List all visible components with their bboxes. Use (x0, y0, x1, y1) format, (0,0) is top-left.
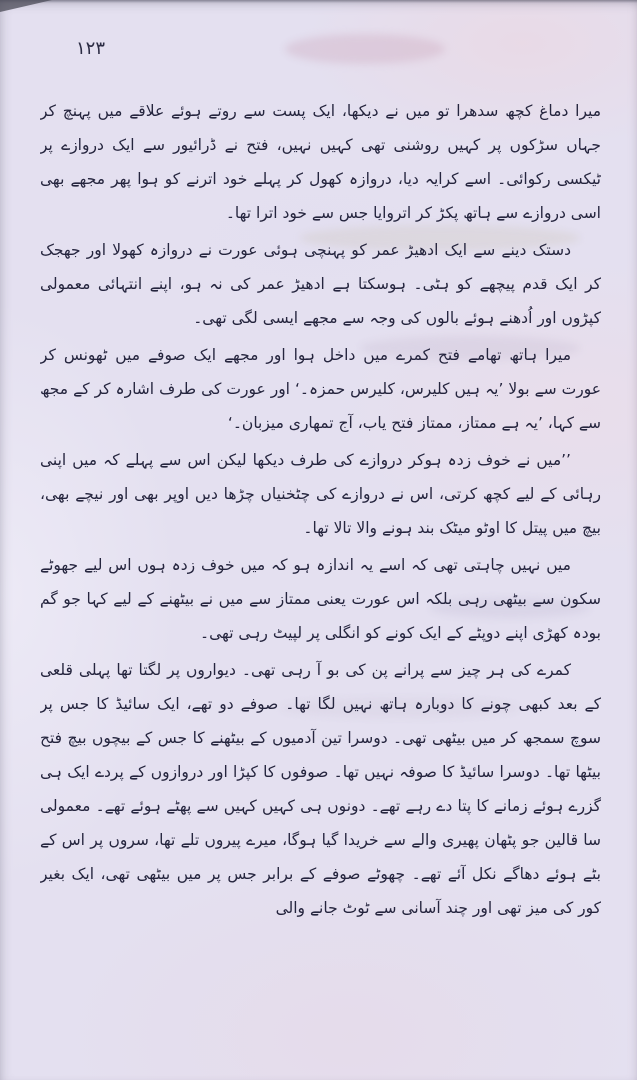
paragraph-1: میرا دماغ کچھ سدھرا تو میں نے دیکھا، ایک پست سے روتے ہوئے علاقے میں پہنچ کر جہاں سڑکوں پر کہیں روشنی تھی کہیں نہیں، فتح نے ڈرائیور سے ایک دروازے پر ٹیکسی رکوائی۔ اسے کرایہ دیا، دروازہ کھول کر پہلے خود اترنے کو ہوا پھر مجھے بھی اسی دروازے سے ہاتھ پکڑ کر اتروایا جس سے خود اترا تھا۔ (40, 102, 601, 222)
bleedthrough-smudge (285, 34, 445, 64)
page-number: ۱۲۳ (76, 38, 106, 59)
body-text (40, 94, 601, 1080)
paragraph-6: کمرے کی ہر چیز سے پرانے پن کی بو آ رہی تھی۔ دیواروں پر لگتا تھا پہلی قلعی کے بعد کبھی چونے کا دوبارہ ہاتھ نہیں لگا تھا۔ صوفے دو تھے، ایک سائیڈ کا جس پر سوچ سمجھ کر میں بیٹھی تھی۔ دوسرا تین آدمیوں کے بیٹھنے کا جس کے بیچوں بیچ فتح بیٹھا تھا۔ دوسرا سائیڈ کا صوفہ نہیں تھا۔ صوفوں کا کپڑا اور دروازوں کے پردے ایک ہی گزرے ہوئے زمانے کا پتا دے رہے تھے۔ دونوں ہی کہیں کہیں سے پھٹے ہوئے تھے۔ معمولی سا قالین جو پٹھان پھیری والے سے خریدا گیا ہوگا، میرے پیروں تلے تھا، سروں پر اس کے بٹے ہوئے دھاگے نکل آئے تھے۔ چھوٹے صوفے کے برابر جس پر میں بیٹھی تھی، ایک بغیر کور کی میز تھی اور چند آسانی سے ٹوٹ جانے والی (40, 661, 601, 917)
scan-top-edge (0, 0, 637, 3)
paragraph-4: ’’میں نے خوف زدہ ہوکر دروازے کی طرف دیکھا لیکن اس سے پہلے کہ میں اپنی رہائی کے لیے کچھ کرتی، اس نے دروازے کی چٹخنیاں چڑھا دیں اوپر بھی اور نیچے بھی، بیچ میں پیتل کا اوٹو میٹک بند ہونے والا تالا تھا۔ (40, 451, 601, 537)
paragraph-3: میرا ہاتھ تھامے فتح کمرے میں داخل ہوا اور مجھے ایک صوفے میں ٹھونس کر عورت سے بولا ’یہ ہیں کلیرس، کلیرس حمزہ۔‘ اور عورت کی طرف اشارہ کر کے مجھ سے کہا، ’یہ ہے ممتاز، ممتاز فتح یاب، آج تمھاری میزبان۔‘ (40, 346, 601, 432)
paragraph-5: میں نہیں چاہتی تھی کہ اسے یہ اندازہ ہو کہ میں خوف زدہ ہوں اس لیے جھوٹے سکون سے بیٹھی رہی بلکہ اس عورت یعنی ممتاز سے میں نے بیٹھنے کے لیے کہا جو گم بودہ کھڑی اپنے دوپٹے کے ایک کونے کو انگلی پر لپیٹ رہی تھی۔ (40, 556, 601, 642)
paragraph-2: دستک دینے سے ایک ادھیڑ عمر کو پہنچی ہوئی عورت نے دروازہ کھولا اور جھجک کر ایک قدم پیچھے کو ہٹی۔ ہوسکتا ہے ادھیڑ عمر کی نہ ہو، اپنے انتہائی معمولی کپڑوں اور اُدھنے ہوئے بالوں کی وجہ سے مجھے ایسی لگی تھی۔ (40, 241, 601, 327)
